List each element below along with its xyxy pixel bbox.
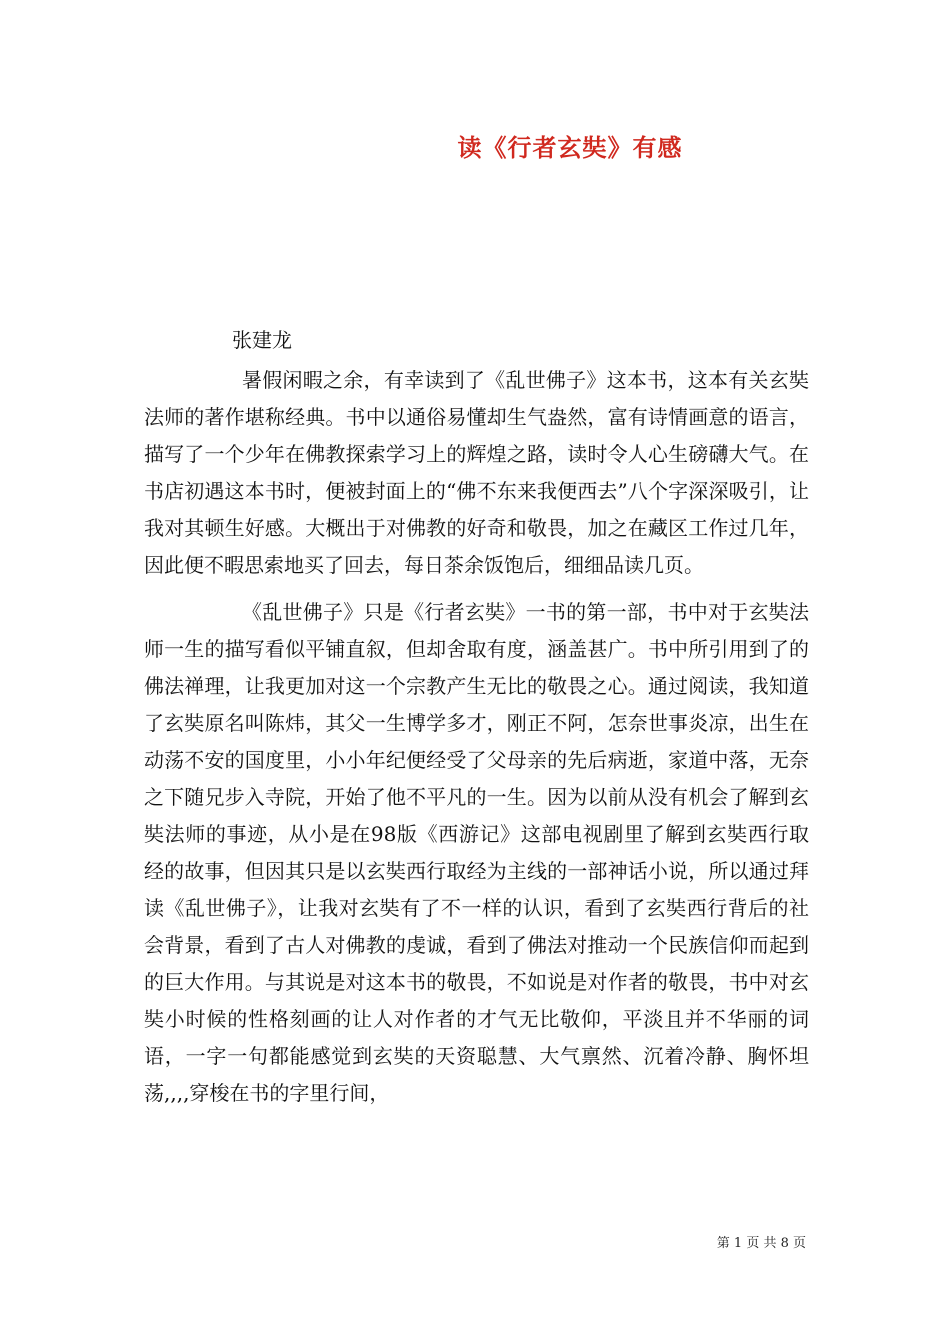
document-title: 读《行者玄奘》有感: [457, 133, 683, 162]
paragraph-1: 暑假闲暇之余，有幸读到了《乱世佛子》这本书，这本有关玄奘法师的著作堪称经典。书中以通俗易懂却生气盎然，富有诗情画意的语言，描写了一个少年在佛教探索学习上的辉煌之路，读时令人心生磅礴大气。在书店初遇这本书时，便被封面上的“佛不东来我便西去”八个字深深吸引，让我对其顿生好感。大概出于对佛教的好奇和敬畏，加之在藏区工作过几年，因此便不暇思索地买了回去，每日茶余饭饱后，细细品读几页。: [144, 368, 809, 577]
document-body: [144, 362, 809, 1122]
paragraph-2: 《乱世佛子》只是《行者玄奘》一书的第一部，书中对于玄奘法师一生的描写看似平铺直叙，但却舍取有度，涵盖甚广。书中所引用到了的佛法禅理，让我更加对这一个宗教产生无比的敬畏之心。通过阅读，我知道了玄奘原名叫陈炜，其父一生博学多才，刚正不阿，怎奈世事炎凉，出生在动荡不安的国度里，小小年纪便经受了父母亲的先后病逝，家道中落，无奈之下随兄步入寺院，开始了他不平凡的一生。因为以前从没有机会了解到玄奘法师的事迹，从小是在98版《西游记》这部电视剧里了解到玄奘西行取经的故事，但因其只是以玄奘西行取经为主线的一部神话小说，所以通过拜读《乱世佛子》，让我对玄奘有了不一样的认识，看到了玄奘西行背后的社会背景，看到了古人对佛教的虔诚，看到了佛法对推动一个民族信仰而起到的巨大作用。与其说是对这本书的敬畏，不如说是对作者的敬畏，书中对玄奘小时候的性格刻画的让人对作者的才气无比敬仰，平淡且并不华丽的词语，一字一句都能感觉到玄奘的天资聪慧、大气禀然、沉着冷静、胸怀坦荡,,,,穿梭在书的字里行间，: [144, 600, 809, 1105]
page-footer: 第 1 页 共 8 页: [716, 1236, 806, 1251]
document-author: 张建龙: [232, 328, 292, 352]
